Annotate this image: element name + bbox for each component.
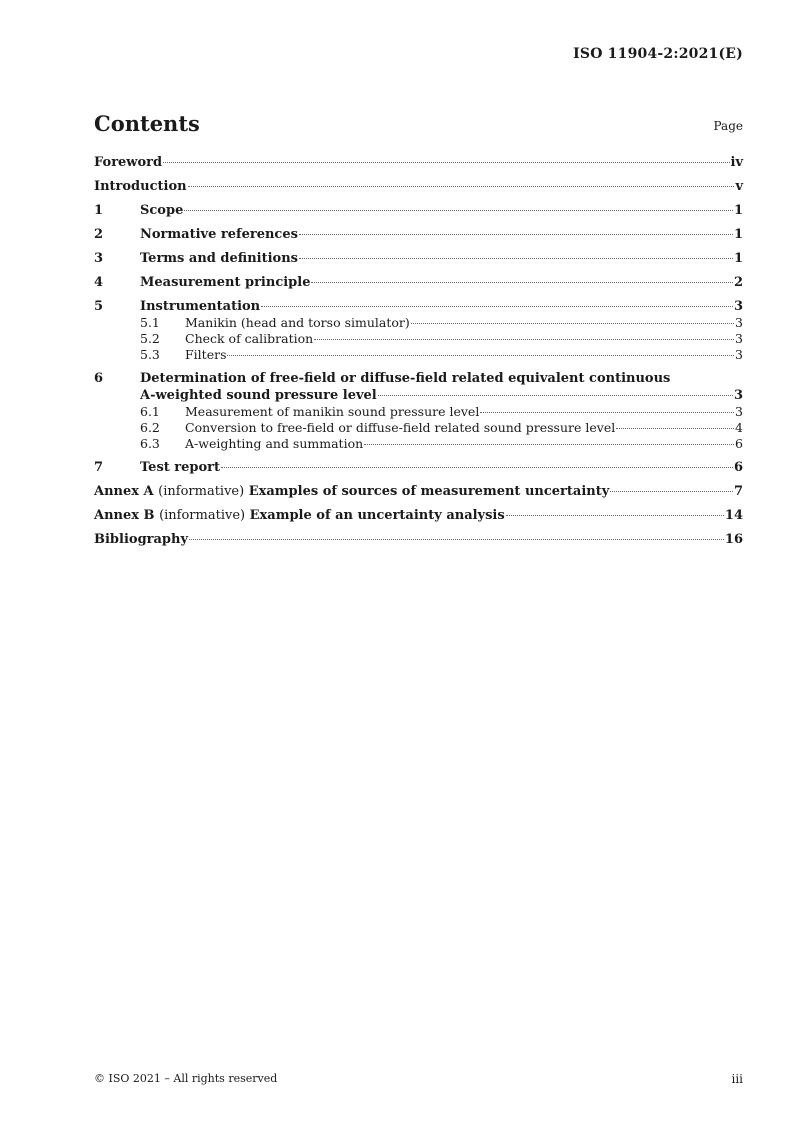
toc-entry-number: 5 — [94, 299, 104, 314]
dot-leader — [261, 306, 733, 307]
annex-title: Examples of sources of measurement uncertainty — [248, 484, 610, 499]
toc-subentry-a-weighting[interactable] — [140, 436, 743, 452]
toc-entry-page: iv — [730, 155, 743, 170]
toc-entry-title: Test report — [140, 460, 221, 475]
toc-entry-annex-a[interactable] — [94, 483, 743, 500]
annex-type: (informative) — [159, 508, 246, 523]
toc-entry-introduction[interactable] — [94, 178, 743, 195]
toc-entry-number: 1 — [94, 203, 104, 218]
dot-leader — [480, 412, 734, 413]
toc-entry-title: Instrumentation — [140, 299, 261, 314]
toc-entry-number: 7 — [94, 460, 104, 475]
contents-heading: Contents — [94, 111, 200, 136]
toc-entry-foreword[interactable] — [94, 154, 743, 171]
toc-subentry-manikin[interactable] — [140, 315, 743, 331]
toc-entry-title: Terms and definitions — [140, 251, 298, 266]
toc-entry-title: Check of calibration — [185, 331, 314, 346]
dot-leader — [506, 515, 724, 516]
toc-subentry-manikin-sound-pressure[interactable] — [140, 404, 743, 420]
dot-leader — [227, 355, 734, 356]
dot-leader — [378, 395, 733, 396]
dot-leader — [299, 234, 733, 235]
toc-entry-number: 5.2 — [140, 331, 160, 346]
toc-entry-title-line1: Determination of free-field or diffuse-field related equivalent continuous — [140, 371, 671, 386]
toc-entry-page: 3 — [733, 299, 743, 314]
annex-label: Annex A — [94, 484, 154, 499]
toc-entry-page: 7 — [733, 484, 743, 499]
toc-entry-scope[interactable] — [94, 202, 743, 219]
toc-entry-page: v — [735, 179, 743, 194]
toc-subentry-conversion[interactable] — [140, 420, 743, 436]
dot-leader — [189, 539, 724, 540]
toc-entry-page: 16 — [724, 532, 743, 547]
table-of-contents — [94, 154, 743, 555]
toc-entry-number: 6 — [94, 371, 104, 386]
dot-leader — [221, 467, 733, 468]
copyright-notice: © ISO 2021 – All rights reserved — [94, 1072, 278, 1085]
dot-leader — [188, 186, 735, 187]
toc-subentry-check-of-calibration[interactable] — [140, 331, 743, 347]
toc-entry-title: Foreword — [94, 155, 163, 170]
dot-leader — [616, 428, 734, 429]
toc-entry-page: 3 — [735, 347, 743, 362]
toc-subentry-filters[interactable] — [140, 347, 743, 363]
toc-entry-number: 6.2 — [140, 420, 160, 435]
toc-entry-title: Bibliography — [94, 532, 189, 547]
toc-entry-page: 3 — [733, 388, 743, 403]
toc-entry-title: Introduction — [94, 179, 187, 194]
toc-entry-number: 5.1 — [140, 315, 160, 330]
toc-entry-terms-and-definitions[interactable] — [94, 250, 743, 267]
dot-leader — [311, 282, 732, 283]
toc-entry-title: Manikin (head and torso simulator) — [185, 315, 410, 330]
toc-entry-page: 1 — [733, 251, 743, 266]
dot-leader — [299, 258, 733, 259]
toc-entry-page: 3 — [735, 404, 743, 419]
toc-entry-title: Normative references — [140, 227, 298, 242]
toc-entry-title — [94, 483, 609, 500]
toc-entry-page: 14 — [724, 508, 743, 523]
toc-entry-normative-references[interactable] — [94, 226, 743, 243]
annex-title: Example of an uncertainty analysis — [249, 508, 505, 523]
dot-leader — [163, 162, 729, 163]
toc-entry-title: Filters — [185, 347, 227, 362]
toc-entry-instrumentation[interactable] — [94, 298, 743, 315]
toc-entry-determination[interactable] — [94, 370, 743, 404]
toc-entry-bibliography[interactable] — [94, 531, 743, 548]
toc-entry-page: 1 — [733, 227, 743, 242]
toc-entry-page: 6 — [733, 460, 743, 475]
toc-entry-number: 6.1 — [140, 404, 160, 419]
toc-entry-page: 3 — [735, 331, 743, 346]
toc-entry-annex-b[interactable] — [94, 507, 743, 524]
toc-subentries-instrumentation — [94, 315, 743, 363]
toc-entry-title: Measurement principle — [140, 275, 311, 290]
toc-entry-measurement-principle[interactable] — [94, 274, 743, 291]
dot-leader — [314, 339, 734, 340]
page-number: iii — [731, 1072, 743, 1086]
annex-label: Annex B — [94, 508, 155, 523]
page-column-label: Page — [713, 119, 743, 133]
toc-entry-page: 6 — [735, 436, 743, 451]
dot-leader — [610, 491, 733, 492]
toc-entry-title: Scope — [140, 203, 184, 218]
toc-entry-number: 5.3 — [140, 347, 160, 362]
toc-entry-test-report[interactable] — [94, 459, 743, 476]
toc-entry-title-line2: A-weighted sound pressure level — [140, 388, 377, 403]
toc-entry-number: 6.3 — [140, 436, 160, 451]
dot-leader — [364, 444, 734, 445]
toc-entry-title — [94, 507, 505, 524]
toc-entry-number: 2 — [94, 227, 104, 242]
toc-entry-number: 4 — [94, 275, 104, 290]
toc-entry-title: A-weighting and summation — [185, 436, 364, 451]
dot-leader — [411, 323, 734, 324]
toc-subentries-determination — [94, 404, 743, 452]
annex-type: (informative) — [158, 484, 245, 499]
toc-entry-page: 4 — [735, 420, 743, 435]
dot-leader — [184, 210, 733, 211]
toc-entry-title: Measurement of manikin sound pressure level — [185, 404, 480, 419]
toc-entry-number: 3 — [94, 251, 104, 266]
toc-entry-page: 1 — [733, 203, 743, 218]
document-identifier: ISO 11904-2:2021(E) — [573, 46, 743, 62]
toc-entry-page: 3 — [735, 315, 743, 330]
toc-entry-page: 2 — [733, 275, 743, 290]
toc-entry-title: Conversion to free-field or diffuse-field related sound pressure level — [185, 420, 616, 435]
